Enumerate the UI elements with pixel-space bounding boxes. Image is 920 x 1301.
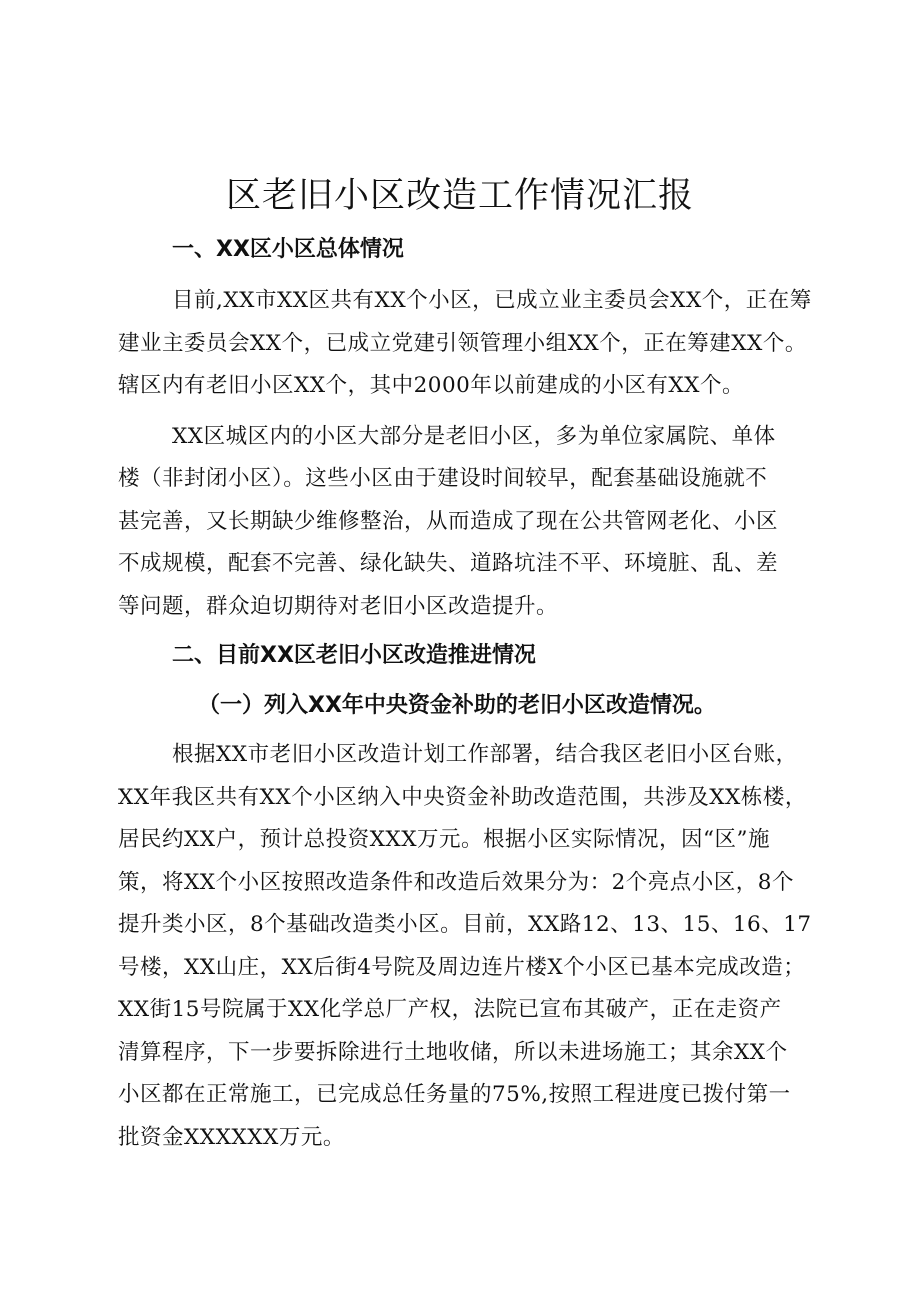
section-1-paragraph-2 — [118, 416, 814, 629]
paragraph-line: 辖区内有老旧小区XX个，其中2000年以前建成的小区有XX个。 — [118, 373, 744, 398]
paragraph-line: 甚完善，又长期缺少维修整治，从而造成了现在公共管网老化、小区 — [118, 508, 779, 534]
paragraph-line: 建业主委员会XX个，已成立党建引领管理小组XX个，正在筹建XX个。 — [118, 330, 807, 356]
document-title: 区老旧小区改造工作情况汇报 — [225, 176, 694, 216]
section-2-heading: 二、目前XX区老旧小区改造推进情况 — [172, 643, 536, 668]
paragraph-line: 小区都在正常施工，已完成总任务量的75%,按照工程进度已拨付第一 — [118, 1082, 791, 1107]
paragraph-line: 批资金XXXXXX万元。 — [118, 1124, 345, 1150]
paragraph-line: XX区城区内的小区大部分是老旧小区，多为单位家属院、单体 — [172, 423, 776, 449]
paragraph-line: 策，将XX个小区按照改造条件和改造后效果分为：2个亮点小区，8个 — [118, 869, 794, 895]
paragraph-line: XX年我区共有XX个小区纳入中央资金补助改造范围，共涉及XX栋楼， — [118, 784, 807, 810]
section-2-paragraph-1 — [118, 734, 814, 1159]
paragraph-line: 根据XX市老旧小区改造计划工作部署，结合我区老旧小区台账， — [172, 742, 798, 767]
section-2-subheading: （一）列入XX年中央资金补助的老旧小区改造情况。 — [198, 693, 716, 718]
paragraph-line: 提升类小区，8个基础改造类小区。目前，XX路12、13、15、16、17 — [118, 912, 812, 937]
paragraph-line: 居民约XX户，预计总投资XXX万元。根据小区实际情况，因“区”施 — [118, 827, 771, 852]
paragraph-line: 不成规模，配套不完善、绿化缺失、道路坑洼不平、环境脏、乱、差 — [118, 551, 779, 576]
paragraph-line: 清算程序，下一步要拆除进行土地收储，所以未进场施工；其余XX个 — [118, 1039, 788, 1065]
section-1-heading: 一、XX区小区总体情况 — [172, 237, 404, 262]
document-body — [118, 230, 814, 1159]
paragraph-line: 等问题，群众迫切期待对老旧小区改造提升。 — [118, 593, 559, 619]
paragraph-line: 号楼，XX山庄，XX后街4号院及周边连片楼X个小区已基本完成改造； — [118, 954, 806, 980]
paragraph-line: 目前,XX市XX区共有XX个小区，已成立业主委员会XX个，正在筹 — [172, 288, 812, 313]
paragraph-line: 楼（非封闭小区）。这些小区由于建设时间较早，配套基础设施就不 — [118, 466, 768, 491]
paragraph-line: XX街15号院属于XX化学总厂产权，法院已宣布其破产，正在走资产 — [118, 997, 782, 1022]
section-1-paragraph-1 — [118, 280, 814, 408]
